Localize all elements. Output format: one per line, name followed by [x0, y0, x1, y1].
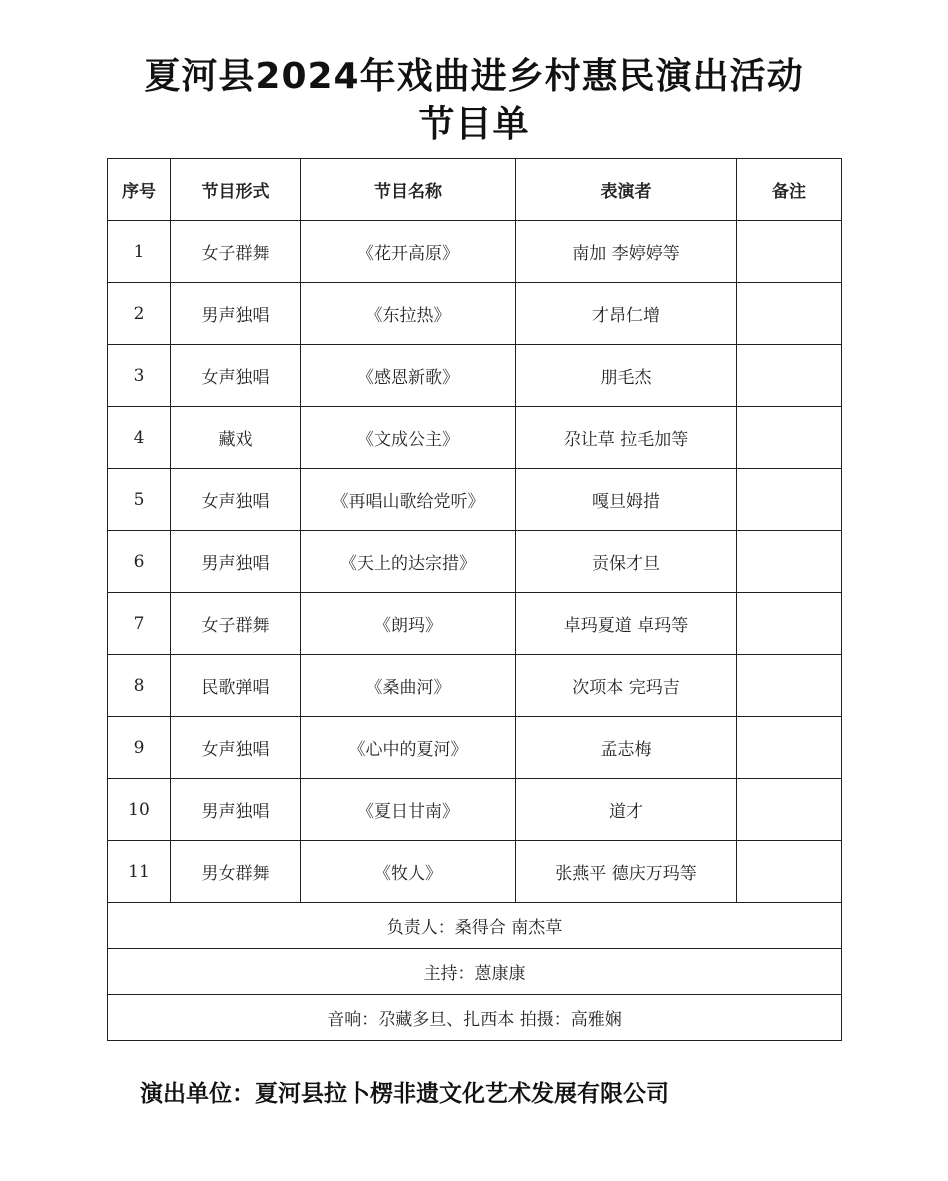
cell-performer: 贡保才旦	[516, 531, 737, 593]
cell-performer: 朋毛杰	[516, 345, 737, 407]
cell-name: 《再唱山歌给党听》	[301, 469, 516, 531]
cell-remark	[737, 469, 842, 531]
cell-name: 《桑曲河》	[301, 655, 516, 717]
header-no: 序号	[108, 159, 171, 221]
cell-performer: 卓玛夏道 卓玛等	[516, 593, 737, 655]
cell-name: 《花开高原》	[301, 221, 516, 283]
cell-form: 女子群舞	[171, 593, 301, 655]
table-row	[108, 593, 842, 655]
cell-remark	[737, 531, 842, 593]
cell-name: 《朗玛》	[301, 593, 516, 655]
crew-row	[108, 995, 842, 1041]
cell-remark	[737, 779, 842, 841]
cell-no: 8	[108, 655, 171, 717]
cell-performer: 张燕平 德庆万玛等	[516, 841, 737, 903]
cell-performer: 道才	[516, 779, 737, 841]
cell-name: 《东拉热》	[301, 283, 516, 345]
header-name: 节目名称	[301, 159, 516, 221]
cell-performer: 嘎旦姆措	[516, 469, 737, 531]
cell-no: 3	[108, 345, 171, 407]
table-row	[108, 655, 842, 717]
cell-remark	[737, 221, 842, 283]
cell-remark	[737, 841, 842, 903]
cell-form: 女子群舞	[171, 221, 301, 283]
cell-no: 5	[108, 469, 171, 531]
crew-text: 音响：尕藏多旦、扎西本 拍摄：高雅娴	[108, 995, 842, 1041]
cell-remark	[737, 407, 842, 469]
organizer-footer: 演出单位：夏河县拉卜楞非遗文化艺术发展有限公司	[140, 1081, 669, 1107]
responsible-text: 负责人：桑得合 南杰草	[108, 903, 842, 949]
header-form: 节目形式	[171, 159, 301, 221]
cell-form: 男声独唱	[171, 531, 301, 593]
table-row	[108, 469, 842, 531]
table-row	[108, 841, 842, 903]
table-row	[108, 717, 842, 779]
table-row	[108, 779, 842, 841]
cell-form: 民歌弹唱	[171, 655, 301, 717]
table-header-row	[108, 159, 842, 221]
cell-no: 11	[108, 841, 171, 903]
cell-no: 9	[108, 717, 171, 779]
cell-form: 男女群舞	[171, 841, 301, 903]
cell-no: 6	[108, 531, 171, 593]
cell-no: 10	[108, 779, 171, 841]
cell-form: 女声独唱	[171, 717, 301, 779]
cell-form: 藏戏	[171, 407, 301, 469]
cell-no: 4	[108, 407, 171, 469]
document-title: 夏河县2024年戏曲进乡村惠民演出活动	[144, 56, 804, 97]
table-row	[108, 283, 842, 345]
cell-form: 女声独唱	[171, 469, 301, 531]
cell-performer: 才昂仁增	[516, 283, 737, 345]
table-row	[108, 221, 842, 283]
document-subtitle: 节目单	[418, 104, 530, 145]
cell-no: 7	[108, 593, 171, 655]
cell-remark	[737, 345, 842, 407]
table-row	[108, 407, 842, 469]
cell-name: 《牧人》	[301, 841, 516, 903]
cell-no: 2	[108, 283, 171, 345]
header-remark: 备注	[737, 159, 842, 221]
cell-name: 《天上的达宗措》	[301, 531, 516, 593]
table-row	[108, 345, 842, 407]
host-text: 主持：蒽康康	[108, 949, 842, 995]
cell-name: 《心中的夏河》	[301, 717, 516, 779]
cell-performer: 次项本 完玛吉	[516, 655, 737, 717]
cell-name: 《夏日甘南》	[301, 779, 516, 841]
header-performer: 表演者	[516, 159, 737, 221]
cell-no: 1	[108, 221, 171, 283]
responsible-row	[108, 903, 842, 949]
cell-remark	[737, 593, 842, 655]
program-rows	[108, 221, 842, 1041]
cell-name: 《文成公主》	[301, 407, 516, 469]
cell-form: 女声独唱	[171, 345, 301, 407]
cell-performer: 尕让草 拉毛加等	[516, 407, 737, 469]
cell-remark	[737, 283, 842, 345]
cell-remark	[737, 717, 842, 779]
cell-performer: 孟志梅	[516, 717, 737, 779]
cell-remark	[737, 655, 842, 717]
program-table	[107, 158, 842, 1041]
cell-name: 《感恩新歌》	[301, 345, 516, 407]
table-row	[108, 531, 842, 593]
host-row	[108, 949, 842, 995]
cell-form: 男声独唱	[171, 283, 301, 345]
cell-performer: 南加 李婷婷等	[516, 221, 737, 283]
cell-form: 男声独唱	[171, 779, 301, 841]
